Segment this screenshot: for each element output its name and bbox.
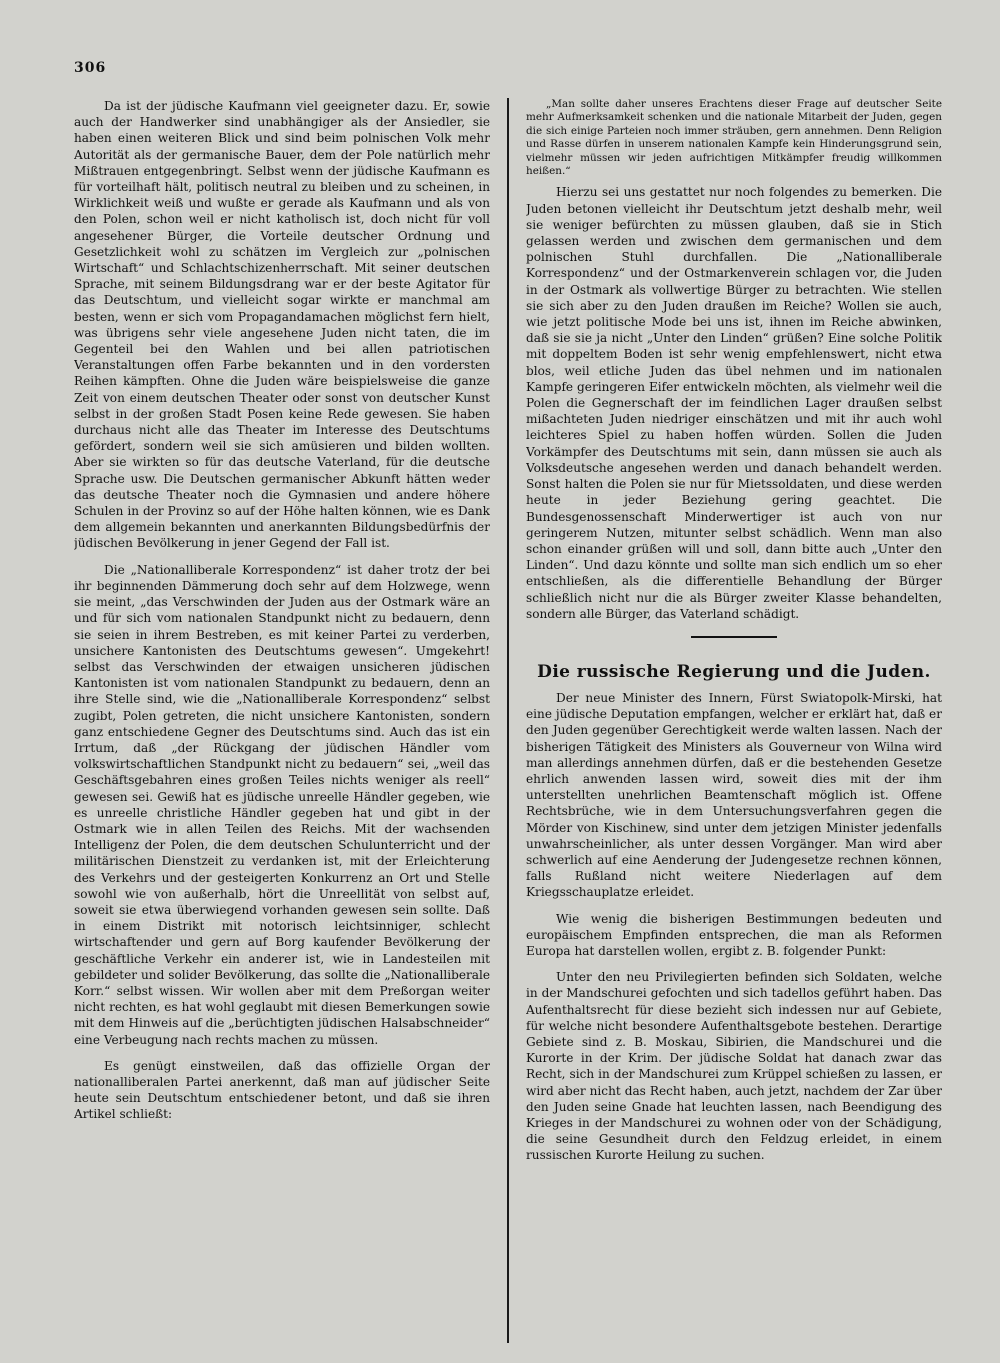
quoted-passage: „Man sollte daher unseres Erachtens dieser Frage auf deutscher Seite mehr Aufmerksamkeit schenken und die nationale Mitarbeit der Juden, gegen die sich einige Parteien noch immer sträuben, gern annehmen. Denn Religion und Rasse dürfen in unserem nationalen Kampfe kein Hinderungsgrund sein, vielmehr müssen wir jeden aufrichtigen Mitkämpfer freudig willkommen heißen.“: [526, 98, 942, 178]
right-paragraph-1: Hierzu sei uns gestattet nur noch folgendes zu bemerken. Die Juden betonen vielleicht ihr Deutschtum jetzt deshalb mehr, weil sie weniger befürchten zu müssen glauben, daß sie in Stich gelassen werden und zwischen dem germanischen und dem polnischen Stuhl durchfallen. Die „Nationalliberale Korrespondenz“ und der Ostmarkenverein schlagen vor, die Juden in der Ostmark als vollwertige Bürger zu betrachten. Wie stellen sie sich aber zu den Juden draußen im Reiche? Wollen sie auch, wie jetzt politische Mode bei uns ist, ihnen im Reiche abwinken, daß sie sie ja nicht „Unter den Linden“ grüßen? Eine solche Politik mit doppeltem Boden ist sehr wenig empfehlenswert, nicht etwa blos, weil etliche Juden das übel nehmen und im nationalen Kampfe geringeren Eifer entwickeln möchten, als vielmehr weil die Polen die Gegnerschaft der im feindlichen Lager draußen selbst mißachteten Juden niedriger einschätzen und mit ihr auch wohl leichteres Spiel zu haben hoffen würden. Sollen die Juden Vorkämpfer des Deutschtums mit sein, dann müssen sie auch als Volksdeutsche angesehen werden und danach behandelt werden. Sonst halten die Polen sie nur für Mietssoldaten, und diese werden heute in jeder Beziehung gering geachtet. Die Bundesgenossenschaft Minderwertiger ist auch von nur geringerem Nutzen, mitunter selbst schädlich. Wenn man also schon einander grüßen will und soll, dann bitte auch „Unter den Linden“. Und dazu könnte und sollte man sich endlich um so eher entschließen, als die differentielle Behandlung der Bürger schließlich nicht nur die als Bürger zweiter Klasse behandelten, sondern alle Bürger, das Vaterland schädigt.: [526, 185, 942, 621]
page-number: 306: [74, 60, 107, 76]
section-paragraph-3: Unter den neu Privilegierten befinden sich Soldaten, welche in der Mandschurei gefochten und sich tadellos geführt haben. Das Aufenthaltsrecht für diese bezieht sich indessen nur auf Gebiete, für welche nicht besondere Aufenthaltsgebote bestehen. Derartige Gebiete sind z. B. Moskau, Sibirien, die Mandschurei und die Kurorte in der Krim. Der jüdische Soldat hat danach zwar das Recht, sich in der Mandschurei zum Krüppel schießen zu lassen, er wird aber nicht das Recht haben, auch jetzt, nachdem der Zar über den Juden seine Gnade hat leuchten lassen, nach Beendigung des Krieges in der Mandschurei zu wohnen oder von der Schädigung, die seine Gesundheit durch den Feldzug erleidet, in einem russischen Kurorte Heilung zu suchen.: [526, 970, 942, 1163]
section-heading: Die russische Regierung und die Juden.: [537, 661, 931, 682]
section-divider: [691, 636, 777, 638]
left-paragraph-2: Die „Nationalliberale Korrespondenz“ ist daher trotz der bei ihr beginnenden Dämmerung doch sehr auf dem Holzwege, wenn sie meint, „das Verschwinden der Juden aus der Ostmark wäre an und für sich vom nationalen Standpunkt nicht zu bedauern, denn sie seien in ihrem Bestreben, es mit keiner Partei zu verderben, unsichere Kantonisten des Deutschtums gewesen“. Umgekehrt! selbst das Verschwinden der etwaigen unsicheren jüdischen Kantonisten ist vom nationalen Standpunkt zu bedauern, denn an ihre Stelle sind, wie die „Nationalliberale Korrespondenz“ selbst zugibt, Polen getreten, die nicht unsichere Kantonisten, sondern ganz entschiedene Gegner des Deutschtums sind. Auch das ist ein Irrtum, daß „der Rückgang der jüdischen Händler vom volkswirtschaftlichen Standpunkt nicht zu bedauern“ sei, „weil das Geschäftsgebahren eines großen Teiles nichts weniger als reell“ gewesen sei. Gewiß hat es jüdische unreelle Händler gegeben, wie es unreelle christliche Händler gegeben hat und gibt in der Ostmark wie in allen Teilen des Reichs. Mit der wachsenden Intelligenz der Polen, die dem deutschen Schulunterricht und der militärischen Dienstzeit zu verdanken ist, mit der Erleichterung des Verkehrs und der gesteigerten Konkurrenz an Ort und Stelle sowohl wie von außerhalb, hört die Unreellität von selbst auf, soweit sie etwa überwiegend vorhanden gewesen sein sollte. Daß in einem Distrikt mit notorisch leichtsinniger, schlecht wirtschaftender und gern auf Borg kaufender Bevölkerung der geschäftliche Verkehr ein anderer ist, wie in Landesteilen mit gebildeter und solider Bevölkerung, das sollte die „Nationalliberale Korr.“ selbst wissen. Wir wollen aber mit dem Preßorgan weiter nicht rechten, es hat wohl geglaubt mit diesen Bemerkungen sowie mit dem Hinweis auf die „berüchtigten jüdischen Halsabschneider“ eine Verbeugung nach rechts machen zu müssen.: [74, 562, 490, 1047]
section-paragraph-1: Der neue Minister des Innern, Fürst Swiatopolk-Mirski, hat eine jüdische Deputation empfangen, welcher er erklärt hat, daß er den Juden gegenüber Gerechtigkeit werde walten lassen. Nach der bisherigen Tätigkeit des Ministers als Gouverneur von Wilna wird man allerdings annehmen dürfen, daß er die bestehenden Gesetze ehrlich anwenden lassen wird, soweit dies mit der ihm unterstellten unehrlichen Beamtenschaft möglich ist. Offene Rechtsbrüche, wie in dem Untersuchungsverfahren gegen die Mörder von Kischinew, sind unter dem jetzigen Minister jedenfalls unwahrscheinlicher, als unter dessen Vorgänger. Man wird aber schwerlich auf eine Aenderung der Judengesetze rechnen können, falls Rußland nicht weitere Niederlagen auf dem Kriegsschauplatze erleidet.: [526, 690, 942, 900]
column-divider: [507, 98, 509, 1343]
two-column-layout: [74, 98, 942, 1343]
left-column: [74, 98, 490, 1343]
left-paragraph-1: Da ist der jüdische Kaufmann viel geeigneter dazu. Er, sowie auch der Handwerker sind unabhängiger als der Ansiedler, sie haben einen weiteren Blick und sind beim polnischen Volk mehr Autorität als der germanische Bauer, dem der Pole natürlich mehr Mißtrauen entgegenbringt. Selbst wenn der jüdische Kaufmann es für vorteilhaft hält, politisch neutral zu bleiben und zu scheinen, in Wirklichkeit weiß und wußte er gerade als Kaufmann und als von den Polen, schon weil er nicht katholisch ist, doch nicht für voll angesehener Bürger, die Vorteile deutscher Ordnung und Gesetzlichkeit wohl zu schätzen im Vergleich zur „polnischen Wirtschaft“ und Schlachtschizenherrschaft. Mit seiner deutschen Sprache, mit seinem Bildungsdrang war er der beste Agitator für das Deutschtum, und vielleicht sogar wirkte er manchmal am besten, wenn er sich vom Propagandamachen möglichst fern hielt, was übrigens sehr viele angesehene Juden nicht taten, die im Gegenteil bei den Wahlen und bei allen patriotischen Veranstaltungen offen Farbe bekannten und in den vordersten Reihen kämpften. Ohne die Juden wäre beispielsweise die ganze Zeit von einem deutschen Theater oder sonst von deutscher Kunst selbst in der großen Stadt Posen keine Rede gewesen. Sie haben durchaus nicht alle das Theater im Interesse des Deutschtums gefördert, sondern weil sie sich amüsieren und bilden wollten. Aber sie wirkten so für das deutsche Vaterland, für die deutsche Sprache usw. Die Deutschen germanischer Abkunft hätten weder das deutsche Theater noch die Gymnasien und andere höhere Schulen in der Provinz so auf der Höhe halten können, wie es Dank dem allgemein bekannten und anerkannten Bildungsbedürfnis der jüdischen Bevölkerung in jener Gegend der Fall ist.: [74, 99, 490, 551]
section-paragraph-2: Wie wenig die bisherigen Bestimmungen bedeuten und europäischem Empfinden entsprechen, die man als Reformen Europa hat darstellen wollen, ergibt z. B. folgender Punkt:: [526, 911, 942, 958]
left-paragraph-3: Es genügt einstweilen, daß das offizielle Organ der nationalliberalen Partei anerkennt, daß man auf jüdischer Seite heute sein Deutschtum entschiedener betont, und daß sie ihren Artikel schließt:: [74, 1058, 490, 1122]
right-column: [526, 98, 942, 1343]
